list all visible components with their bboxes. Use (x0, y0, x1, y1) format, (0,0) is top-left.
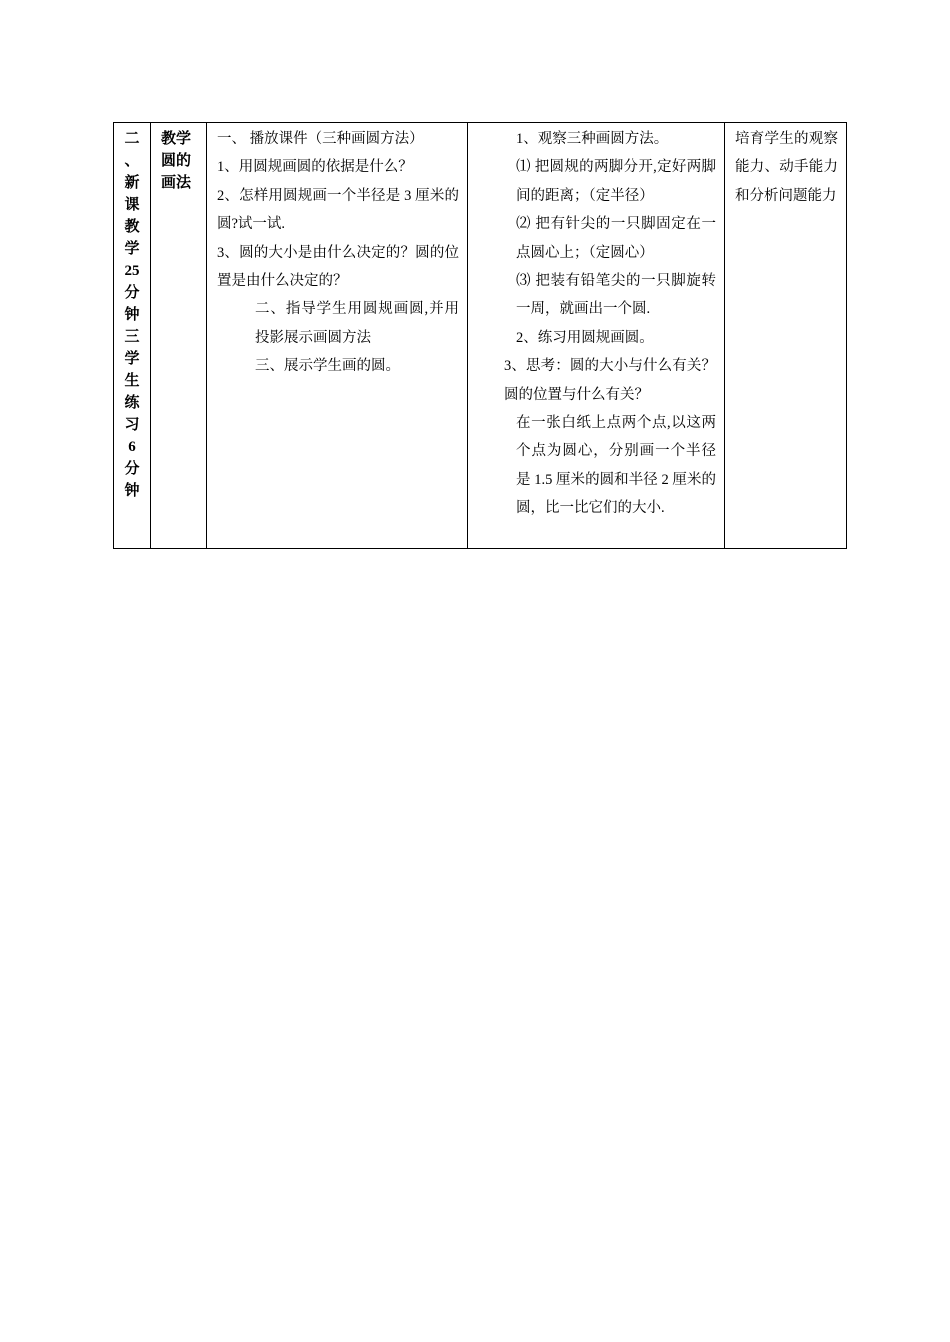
student-line: ⑴ 把圆规的两脚分开,定好两脚间的距离；（定半径） (516, 159, 716, 204)
teacher-activity-cell (207, 123, 468, 549)
stage-cell (114, 123, 151, 549)
table-row (114, 123, 847, 549)
stage-char: 教 (124, 219, 140, 235)
stage-char: 25 (124, 263, 140, 279)
student-line: ⑵ 把有针尖的一只脚固定在一点圆心上；（定圆心） (516, 216, 716, 261)
teacher-line: 一、 播放课件（三种画圆方法） (217, 131, 424, 147)
stage-char: 三 (124, 329, 140, 345)
stage-char: 学 (124, 241, 140, 257)
stage-char: 练 (124, 395, 140, 411)
stage-char: 6 (128, 439, 136, 455)
stage-char: 分 (124, 285, 140, 301)
student-line: ⑶ 把装有铅笔尖的一只脚旋转一周，就画出一个圆. (516, 273, 716, 318)
topic-cell (151, 123, 207, 549)
teacher-line: 3、圆的大小是由什么决定的？圆的位置是由什么决定的？ (217, 244, 459, 290)
teacher-line: 1、用圆规画圆的依据是什么？ (217, 159, 413, 176)
stage-char: 钟 (124, 307, 140, 323)
stage-char: 新 (124, 175, 140, 191)
goal-text: 培育学生的观察能力、动手能力和分析问题能力 (735, 131, 838, 204)
stage-char: 分 (124, 461, 140, 477)
stage-char: 生 (124, 373, 140, 389)
teacher-line: 三、展示学生画的圆。 (255, 358, 400, 375)
stage-char: 习 (124, 417, 140, 433)
topic-label: 教学圆的画法 (161, 131, 192, 191)
student-activity-cell (468, 123, 725, 549)
student-line: 在一张白纸上点两个点,以这两个点为圆心，分别画一个半径是 1.5 厘米的圆和半径 2 厘米的圆，比一比它们的大小. (516, 415, 716, 517)
stage-char: 、 (124, 153, 140, 169)
student-line: 1、观察三种画圆方法。 (516, 131, 669, 147)
stage-char: 钟 (124, 483, 140, 499)
stage-char: 二 (124, 131, 140, 147)
student-line: 3、思考：圆的大小与什么有关？圆的位置与什么有关？ (504, 358, 716, 403)
stage-label (114, 123, 150, 502)
stage-char: 学 (124, 351, 140, 367)
lesson-plan-table (113, 122, 847, 549)
stage-char: 课 (124, 197, 140, 213)
teacher-line: 2、怎样用圆规画一个半径是 3 厘米的圆?试一试. (217, 187, 459, 233)
student-line: 2、练习用圆规画圆。 (516, 329, 654, 346)
teacher-line: 二、指导学生用圆规画圆,并用投影展示画圆方法 (255, 301, 459, 346)
goal-cell (725, 123, 847, 549)
